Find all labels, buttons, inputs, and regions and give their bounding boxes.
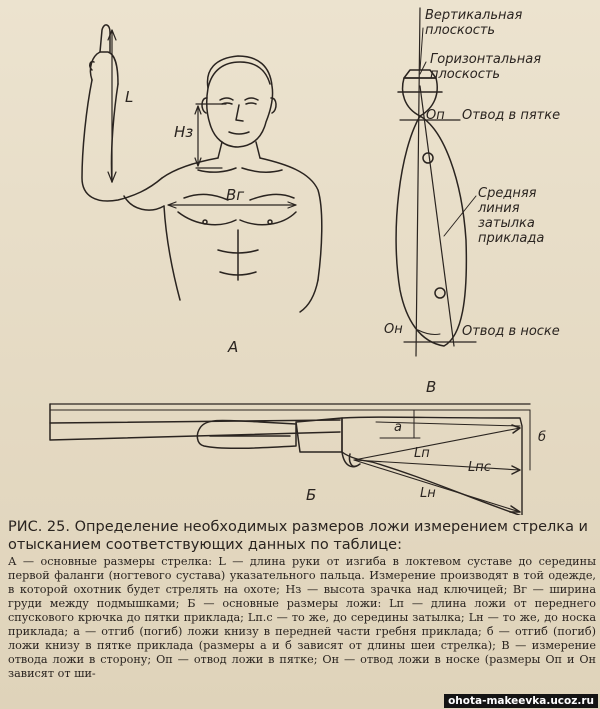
- label-on: Он: [384, 322, 403, 337]
- label-op: Оп: [426, 108, 445, 123]
- label-heel-offset: Отвод в пятке: [462, 108, 561, 123]
- label-bg: Bг: [226, 186, 245, 204]
- site-watermark: ohota-makeevka.ucoz.ru: [444, 694, 598, 708]
- figure-b-shotgun: [50, 404, 530, 515]
- dimension-hz-arrow: [195, 104, 226, 168]
- label-toe-offset: Отвод в носке: [462, 324, 560, 339]
- label-b: б: [538, 430, 547, 445]
- label-lpc: Lпс: [468, 460, 491, 475]
- label-ln: Lн: [420, 486, 436, 501]
- label-mid-line: Средняя линия затылка приклада: [478, 186, 545, 246]
- caption-body-text: А — основные размеры стрелка: L — длина руки от изгиба в локтевом суставе до середины первой фаланги (ногтевого сустава) указательного пальца. Измерение производят в той одежде, в которой охотник будет стрелять на охоте; Hз — высота зрачка над ключицей; Bг — ширина груди между подмышками; Б — основные размеры ложи: Lп — длина ложи от переднего спускового крючка до пятки приклада; Lп.с — то же, до середины затылка; Lн — то же, до носка приклада; а — отгиб (погиб) ложи книзу в передней части гребня приклада; б — отгиб (погиб) ложи книзу в пятке приклада (размеры а и б зависят от длины шеи стрелка); В — измерение отвода ложи в сторону; Оп — отвод ложи в пятке; Он — отвод ложи в носке (размеры Оп и Он зависят от ши-: [8, 555, 596, 680]
- label-l: L: [125, 88, 134, 106]
- label-figure-a: А: [228, 338, 239, 356]
- label-a: а: [394, 420, 402, 435]
- label-figure-v: В: [426, 378, 437, 396]
- label-lp: Lп: [414, 446, 430, 461]
- label-vertical-plane: Вертикальная плоскость: [425, 8, 523, 38]
- label-hz: Hз: [174, 123, 194, 141]
- caption-title-text: РИС. 25. Определение необходимых размеров ложи измерением стрелка и отысканием соответствующих данных по таблице:: [8, 519, 588, 553]
- label-figure-b: Б: [306, 486, 317, 504]
- label-horizontal-plane: Горизонтальная плоскость: [430, 52, 542, 82]
- figure-caption-title: [8, 518, 596, 554]
